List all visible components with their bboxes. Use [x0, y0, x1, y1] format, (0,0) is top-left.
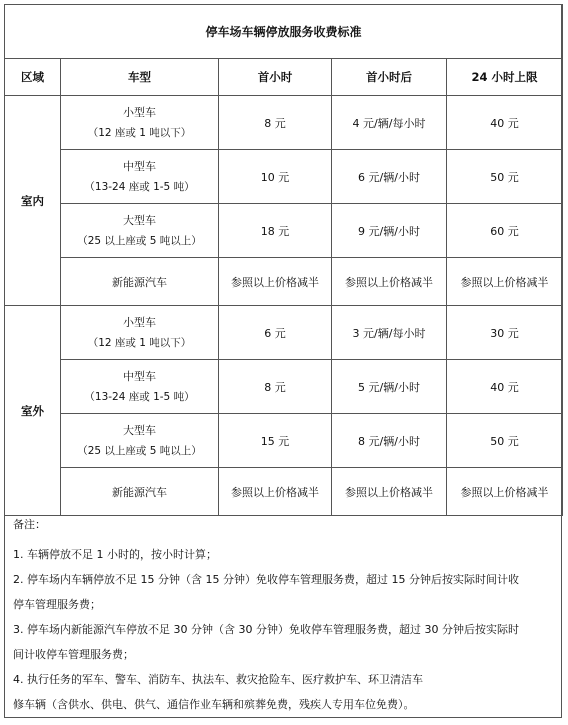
table-row — [5, 150, 563, 204]
vehicle-spec: （13-24 座或 1-5 吨） — [84, 390, 195, 403]
vehicle-type-cell — [61, 150, 219, 204]
region-indoor: 室内 — [5, 96, 61, 306]
vehicle-type-cell — [61, 360, 219, 414]
vehicle-type-cell — [61, 414, 219, 468]
first-hour-price: 8 元 — [219, 96, 332, 150]
vehicle-type: 大型车 — [123, 213, 156, 227]
daily-cap-price: 参照以上价格减半 — [447, 468, 563, 516]
vehicle-type: 中型车 — [123, 159, 156, 173]
table-row — [5, 204, 563, 258]
note-line: 4. 执行任务的军车、警车、消防车、执法车、救灾抢险车、医疗救护车、环卫清洁车 — [13, 673, 423, 686]
daily-cap-price: 40 元 — [447, 360, 563, 414]
vehicle-type-cell — [61, 306, 219, 360]
daily-cap-price: 60 元 — [447, 204, 563, 258]
table-row — [5, 414, 563, 468]
vehicle-type: 中型车 — [123, 369, 156, 383]
after-hour-price: 参照以上价格减半 — [332, 468, 447, 516]
vehicle-type-cell — [61, 204, 219, 258]
vehicle-type-cell: 新能源汽车 — [61, 468, 219, 516]
first-hour-price: 参照以上价格减半 — [219, 468, 332, 516]
table-title: 停车场车辆停放服务收费标准 — [5, 5, 563, 59]
vehicle-spec: （13-24 座或 1-5 吨） — [84, 180, 195, 193]
first-hour-price: 15 元 — [219, 414, 332, 468]
daily-cap-price: 50 元 — [447, 150, 563, 204]
after-hour-price: 4 元/辆/每小时 — [332, 96, 447, 150]
vehicle-type: 小型车 — [123, 315, 156, 329]
header-after-first-hour: 首小时后 — [332, 59, 447, 96]
vehicle-spec: （25 以上座或 5 吨以上） — [77, 444, 202, 457]
after-hour-price: 9 元/辆/小时 — [332, 204, 447, 258]
table-row — [5, 360, 563, 414]
note-line: 停车管理服务费； — [13, 598, 101, 611]
header-vehicle-type: 车型 — [61, 59, 219, 96]
daily-cap-price: 参照以上价格减半 — [447, 258, 563, 306]
table-row — [5, 96, 563, 150]
first-hour-price: 10 元 — [219, 150, 332, 204]
vehicle-type: 小型车 — [123, 105, 156, 119]
after-hour-price: 5 元/辆/小时 — [332, 360, 447, 414]
region-outdoor: 室外 — [5, 306, 61, 516]
vehicle-type-cell: 新能源汽车 — [61, 258, 219, 306]
header-first-hour: 首小时 — [219, 59, 332, 96]
after-hour-price: 8 元/辆/小时 — [332, 414, 447, 468]
fee-table — [4, 4, 563, 516]
table-row — [5, 258, 563, 306]
vehicle-type-cell — [61, 96, 219, 150]
note-line: 1. 车辆停放不足 1 小时的，按小时计算； — [13, 548, 217, 561]
first-hour-price: 6 元 — [219, 306, 332, 360]
note-line: 3. 停车场内新能源汽车停放不足 30 分钟（含 30 分钟）免收停车管理服务费，超过 30 分钟后按实际时 — [13, 623, 519, 636]
table-row — [5, 306, 563, 360]
daily-cap-price: 40 元 — [447, 96, 563, 150]
daily-cap-price: 30 元 — [447, 306, 563, 360]
first-hour-price: 参照以上价格减半 — [219, 258, 332, 306]
first-hour-price: 18 元 — [219, 204, 332, 258]
vehicle-spec: （12 座或 1 吨以下） — [87, 126, 192, 139]
after-hour-price: 3 元/辆/每小时 — [332, 306, 447, 360]
note-line: 间计收停车管理服务费； — [13, 648, 134, 661]
vehicle-type: 大型车 — [123, 423, 156, 437]
note-line: 修车辆（含供水、供电、供气、通信作业车辆和殡葬免费，残疾人专用车位免费）。 — [13, 698, 415, 711]
after-hour-price: 6 元/辆/小时 — [332, 150, 447, 204]
first-hour-price: 8 元 — [219, 360, 332, 414]
notes-heading: 备注： — [13, 518, 46, 531]
after-hour-price: 参照以上价格减半 — [332, 258, 447, 306]
daily-cap-price: 50 元 — [447, 414, 563, 468]
vehicle-spec: （25 以上座或 5 吨以上） — [77, 234, 202, 247]
note-line: 2. 停车场内车辆停放不足 15 分钟（含 15 分钟）免收停车管理服务费，超过 15 分钟后按实际时间计收 — [13, 573, 519, 586]
notes-section — [4, 504, 562, 718]
vehicle-spec: （12 座或 1 吨以下） — [87, 336, 192, 349]
header-region: 区域 — [5, 59, 61, 96]
header-24h-cap: 24 小时上限 — [447, 59, 563, 96]
